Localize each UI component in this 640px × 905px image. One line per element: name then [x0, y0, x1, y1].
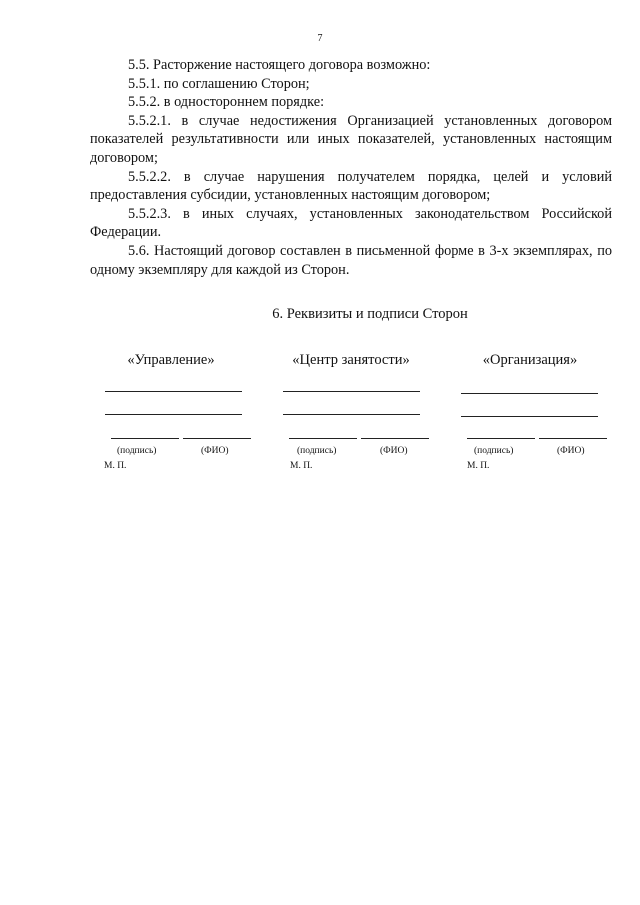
signature-line: [467, 438, 535, 439]
contract-text: [90, 56, 612, 279]
clause-5-5-2-1: 5.5.2.1. в случае недостижения Организацией установленных договором показателей результативности или иных показателей, установленных настоящим договором;: [90, 112, 612, 166]
requisites-line: [283, 414, 420, 415]
clause-5-6: 5.6. Настоящий договор составлен в письменной форме в 3-х экземплярах, по одному экземпляру для каждой из Сторон.: [90, 242, 612, 278]
signature-caption: (подпись): [474, 446, 514, 456]
page-number: 7: [317, 33, 323, 44]
full-name-caption: (ФИО): [557, 446, 585, 456]
clause-5-5-2-3: 5.5.2.3. в иных случаях, установленных законодательством Российской Федерации.: [90, 205, 612, 241]
stamp-label: М. П.: [104, 461, 127, 471]
section-heading: 6. Реквизиты и подписи Сторон: [272, 306, 468, 322]
requisites-line: [461, 416, 598, 417]
clause-5-5-2-2: 5.5.2.2. в случае нарушения получателем порядка, целей и условий предоставления субсидии, установленных настоящим договором;: [90, 168, 612, 204]
signature-line: [111, 438, 179, 439]
signature-line: [289, 438, 357, 439]
party-block-upravlenie: [86, 352, 256, 372]
requisites-line: [461, 393, 598, 394]
requisites-line: [105, 414, 242, 415]
requisites-line: [283, 391, 420, 392]
full-name-line: [539, 438, 607, 439]
party-block-centr-zanyatosti: [266, 352, 436, 372]
stamp-label: М. П.: [290, 461, 313, 471]
party-name: «Центр занятости»: [292, 352, 410, 368]
clause-5-5: 5.5. Расторжение настоящего договора возможно:: [128, 57, 431, 73]
full-name-line: [183, 438, 251, 439]
full-name-caption: (ФИО): [201, 446, 229, 456]
clause-5-5-1: 5.5.1. по соглашению Сторон;: [128, 75, 310, 92]
party-name: «Управление»: [127, 352, 215, 368]
party-block-organizaciya: [445, 352, 615, 372]
full-name-line: [361, 438, 429, 439]
requisites-line: [105, 391, 242, 392]
full-name-caption: (ФИО): [380, 446, 408, 456]
party-name: «Организация»: [482, 352, 578, 368]
signature-caption: (подпись): [297, 446, 337, 456]
signature-caption: (подпись): [117, 446, 157, 456]
stamp-label: М. П.: [467, 461, 490, 471]
clause-5-5-2: 5.5.2. в одностороннем порядке:: [128, 94, 325, 111]
